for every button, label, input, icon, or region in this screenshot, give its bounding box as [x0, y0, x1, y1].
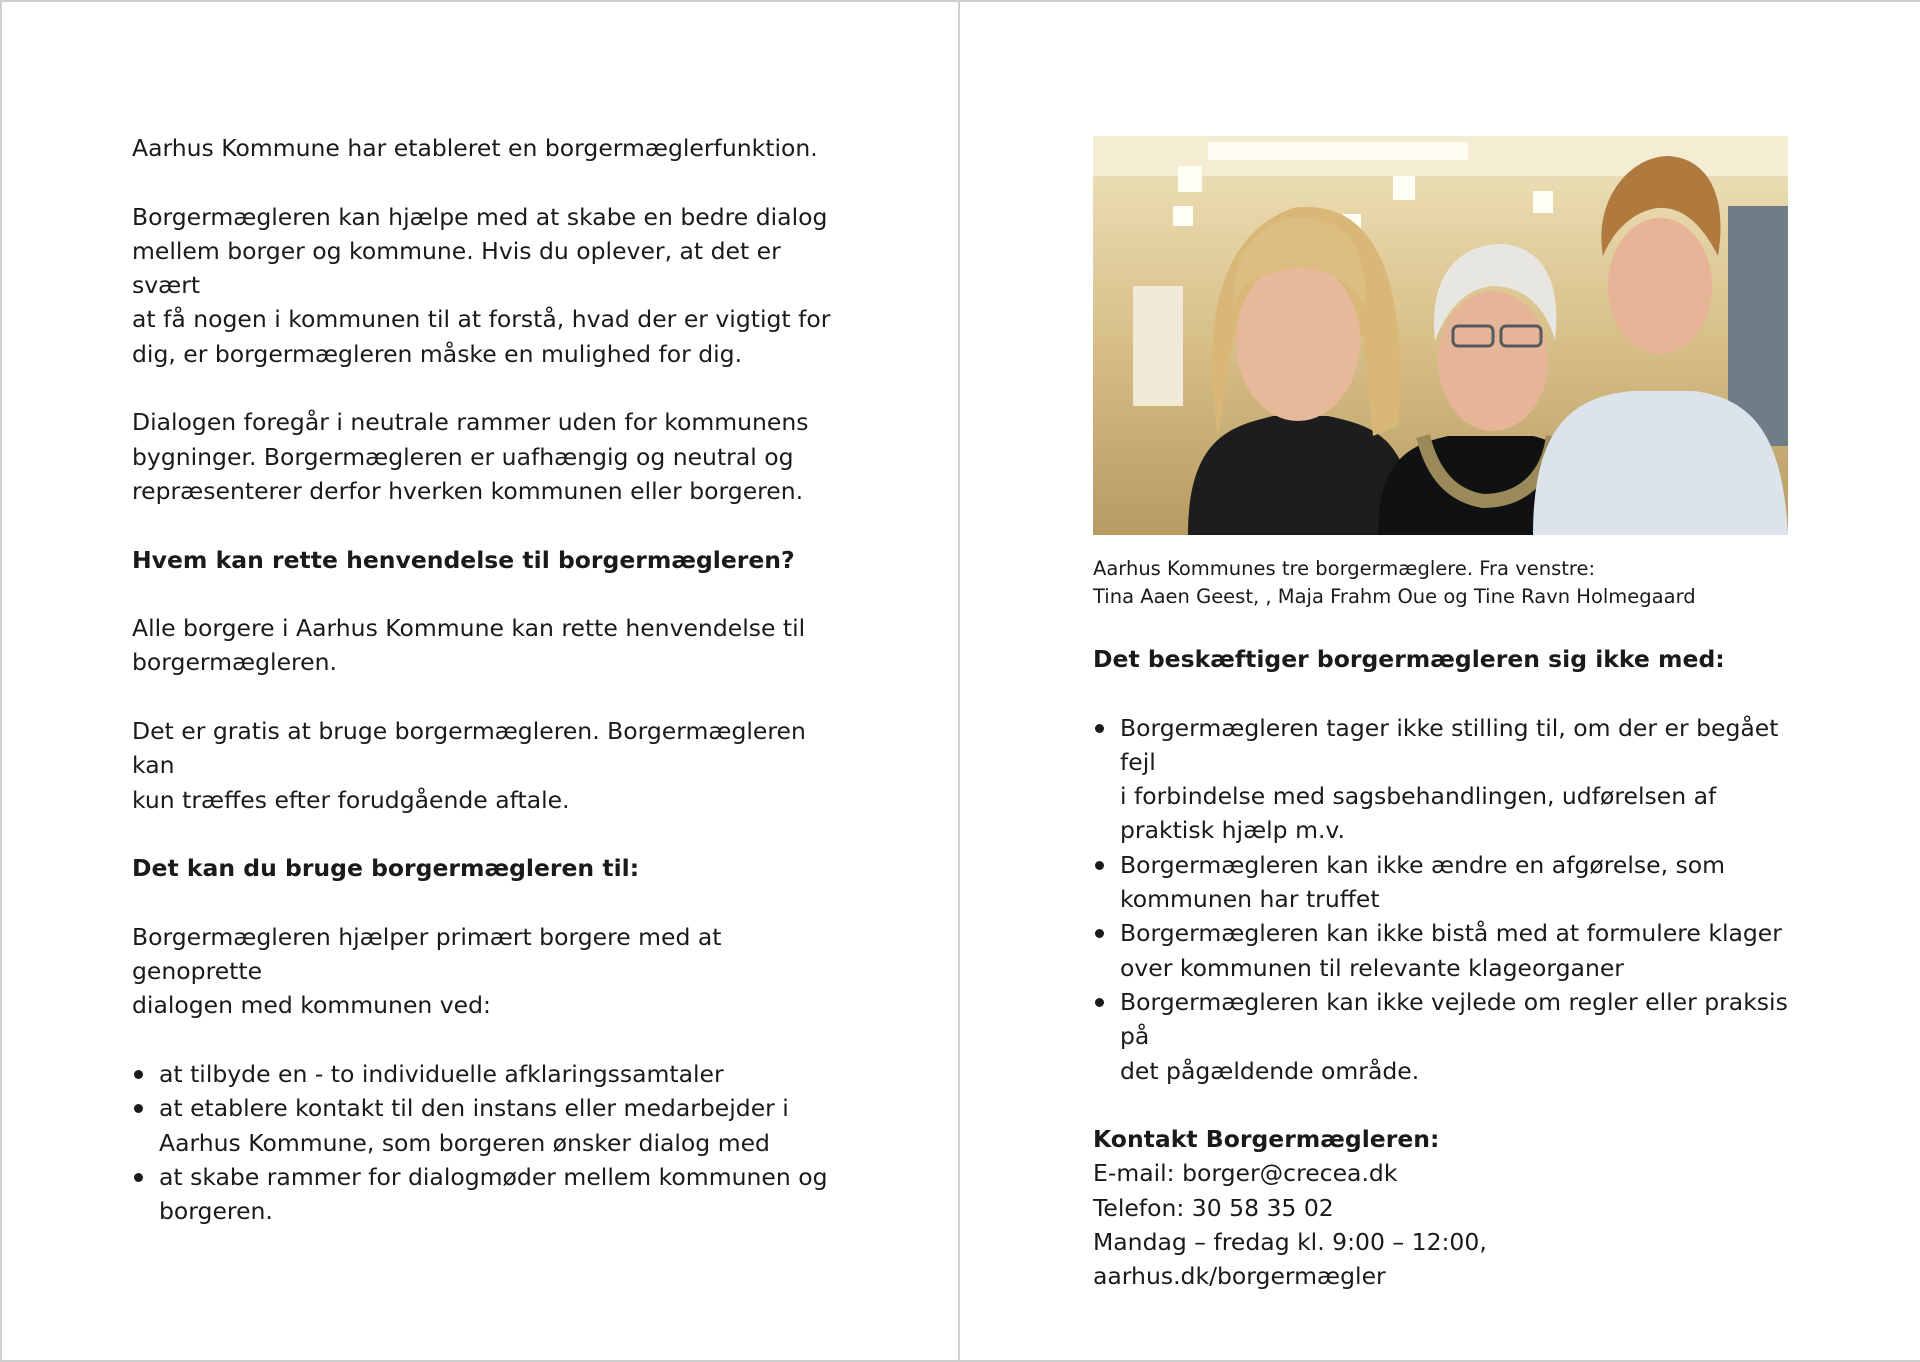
list-item [132, 1160, 832, 1229]
contact-email: E-mail: borger@crecea.dk [1093, 1159, 1398, 1188]
paragraph-helps [132, 920, 832, 1023]
contact-block [1093, 1122, 1793, 1293]
text-line: det pågældende område. [1120, 1056, 1420, 1085]
photo-caption [1093, 555, 1793, 611]
paragraph-dialog [132, 200, 832, 371]
text-line: Det er gratis at bruge borgermægleren. Borgermægleren kan [132, 717, 806, 780]
text-line: Borgermægleren tager ikke stilling til, om der er begået fejl [1120, 713, 1779, 776]
contact-phone: Telefon: 30 58 35 02 [1093, 1193, 1334, 1222]
list-item [1093, 848, 1793, 917]
list-item [1093, 985, 1793, 1088]
left-page [132, 2, 832, 1360]
paragraph-free [132, 714, 832, 817]
list-item [1093, 711, 1793, 848]
text-line: borgeren. [159, 1197, 273, 1226]
caption-line: Tina Aaen Geest, , Maja Frahm Oue og Tine Ravn Holmegaard [1093, 585, 1696, 608]
bullet-icon [134, 1173, 143, 1182]
text-line: repræsenterer derfor hverken kommunen eller borgeren. [132, 476, 804, 505]
text-line: Borgermægleren kan hjælpe med at skabe en bedre dialog [132, 202, 828, 231]
list-item [132, 1091, 832, 1160]
paragraph-neutral [132, 405, 832, 508]
text-line: dig, er borgermægleren måske en mulighed for dig. [132, 339, 743, 368]
bullet-icon [134, 1070, 143, 1079]
caption-line: Aarhus Kommunes tre borgermæglere. Fra venstre: [1093, 557, 1596, 580]
heading-use: Det kan du bruge borgermægleren til: [132, 854, 640, 883]
paragraph-all-citizens [132, 611, 832, 680]
heading-not-handled: Det beskæftiger borgermægleren sig ikke med: [1093, 645, 1725, 673]
text-line: Borgermægleren kan ikke bistå med at formulere klager [1120, 919, 1782, 948]
heading-who: Hvem kan rette henvendelse til borgermægleren? [132, 545, 795, 574]
text-line: Dialogen foregår i neutrale rammer uden for kommunens [132, 408, 809, 437]
bullet-icon [1095, 724, 1104, 733]
bullet-icon [1095, 998, 1104, 1007]
bullet-icon [134, 1104, 143, 1113]
text-line: kun træffes efter forudgående aftale. [132, 785, 570, 814]
text-line: Borgermægleren hjælper primært borgere med at genoprette [132, 922, 722, 986]
text-line: borgermægleren. [132, 648, 338, 677]
text-line: Borgermægleren kan ikke ændre en afgørelse, som [1120, 850, 1726, 879]
bullet-list-services [132, 1057, 832, 1228]
contact-heading: Kontakt Borgermægleren: [1093, 1125, 1440, 1154]
text-line: Borgermægleren kan ikke vejlede om regler eller praksis på [1120, 987, 1788, 1051]
right-page [1093, 2, 1793, 1360]
text-line: at skabe rammer for dialogmøder mellem kommunen og [159, 1162, 828, 1191]
bullet-list-limitations [1093, 711, 1793, 1088]
page-divider [958, 2, 960, 1360]
text-line: at etablere kontakt til den instans eller medarbejder i [159, 1094, 789, 1123]
list-item [1093, 916, 1793, 985]
text-line: bygninger. Borgermægleren er uafhængig og neutral og [132, 442, 794, 471]
text-line: over kommunen til relevante klageorganer [1120, 953, 1624, 982]
text-line: Alle borgere i Aarhus Kommune kan rette henvendelse til [132, 614, 806, 643]
bullet-icon [1095, 929, 1104, 938]
text-line: at få nogen i kommunen til at forstå, hvad der er vigtigt for [132, 305, 831, 334]
text-line: i forbindelse med sagsbehandlingen, udførelsen af [1120, 782, 1717, 811]
bullet-icon [1095, 861, 1104, 870]
text-line: Aarhus Kommune, som borgeren ønsker dialog med [159, 1128, 770, 1157]
text-line: at tilbyde en - to individuelle afklaringssamtaler [159, 1060, 724, 1089]
text-line: mellem borger og kommune. Hvis du oplever, at det er svært [132, 236, 781, 300]
text-line: praktisk hjælp m.v. [1120, 816, 1345, 845]
intro-text: Aarhus Kommune har etableret en borgermæglerfunktion. [132, 134, 818, 162]
list-item [132, 1057, 832, 1091]
contact-url: aarhus.dk/borgermægler [1093, 1262, 1386, 1291]
contact-hours: Mandag – fredag kl. 9:00 – 12:00, [1093, 1228, 1487, 1257]
text-line: kommunen har truffet [1120, 885, 1380, 914]
text-line: dialogen med kommunen ved: [132, 991, 491, 1020]
